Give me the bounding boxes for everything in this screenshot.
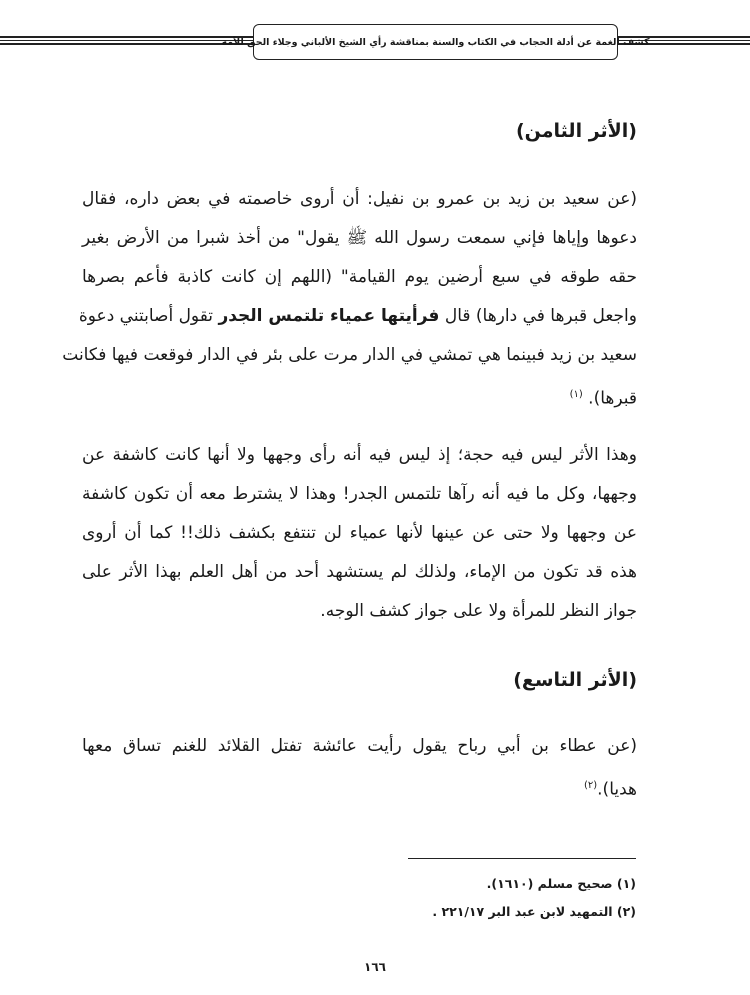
text-line-part: تقول أصابتني دعوة <box>78 306 219 326</box>
text-line: دعوها وإياها فإني سمعت رسول الله ﷺ يقول" من أخذ شبرا من الأرض بغير <box>82 228 637 248</box>
page-number: ١٦٦ <box>364 960 386 974</box>
footnote-ref-1[interactable]: (١) <box>569 389 583 400</box>
text-line <box>82 766 637 805</box>
closing-text: هديا). <box>597 779 637 800</box>
footnote-item: (٢) التمهيد لابن عبد البر ٢٢١/١٧ . <box>432 904 636 919</box>
text-line: وهذا الأثر ليس فيه حجة؛ إذ ليس فيه أنه رأى وجهها ولا أنها كانت كاشفة عن <box>82 445 637 465</box>
closing-text: قبرها). <box>588 388 637 409</box>
footnote-item: (١) صحيح مسلم (١٦١٠). <box>486 876 636 891</box>
paragraph-commentary <box>82 436 637 631</box>
text-line <box>82 375 637 414</box>
text-line-part: واجعل قبرها في دارها) قال <box>439 306 637 326</box>
text-line: سعيد بن زيد فبينما هي تمشي في الدار مرت على بئر في الدار فوقعت فيها فكانت <box>62 345 637 365</box>
section-heading-ninth: (الأثر التاسع) <box>513 669 637 691</box>
text-line: هذه قد تكون من الإماء، ولذلك لم يستشهد أحد من أهل العلم بهذا الأثر على <box>82 562 637 582</box>
paragraph-ninth-narration <box>82 727 637 805</box>
footnote-separator <box>408 858 636 859</box>
page-body <box>62 112 637 805</box>
paragraph-eighth-narration <box>62 180 637 414</box>
footnotes <box>380 870 636 926</box>
text-line: (عن سعيد بن زيد بن عمرو بن نفيل: أن أروى خاصمته في بعض داره، فقال <box>82 189 637 209</box>
running-title: كشف الغمة عن أدلة الحجاب في الكتاب والسنة بمناقشة رأي الشيخ الألباني وجلاء الحق للأمة <box>253 24 618 60</box>
text-line: (عن عطاء بن أبي رباح يقول رأيت عائشة تفتل القلائد للغنم تساق معها <box>82 736 637 756</box>
text-line <box>78 297 637 336</box>
bold-phrase: فرأيتها عمياء تلتمس الجدر <box>218 306 440 326</box>
text-line: عن وجهها ولا حتى عن عينها لأنها عمياء لن تنتفع بكشف ذلك!! كما أن أروى <box>82 523 637 543</box>
footnote-ref-2[interactable]: (٢) <box>583 780 598 791</box>
text-line: وجهها، وكل ما فيه أنه رآها تلتمس الجدر! وهذا لا يشترط معه أن تكون كاشفة <box>82 484 637 504</box>
text-line: حقه طوقه في سبع أرضين يوم القيامة" (اللهم إن كانت كاذبة فأعم بصرها <box>82 267 637 287</box>
text-line: جواز النظر للمرأة ولا على جواز كشف الوجه. <box>320 601 637 621</box>
section-heading-eighth: (الأثر الثامن) <box>516 120 637 142</box>
